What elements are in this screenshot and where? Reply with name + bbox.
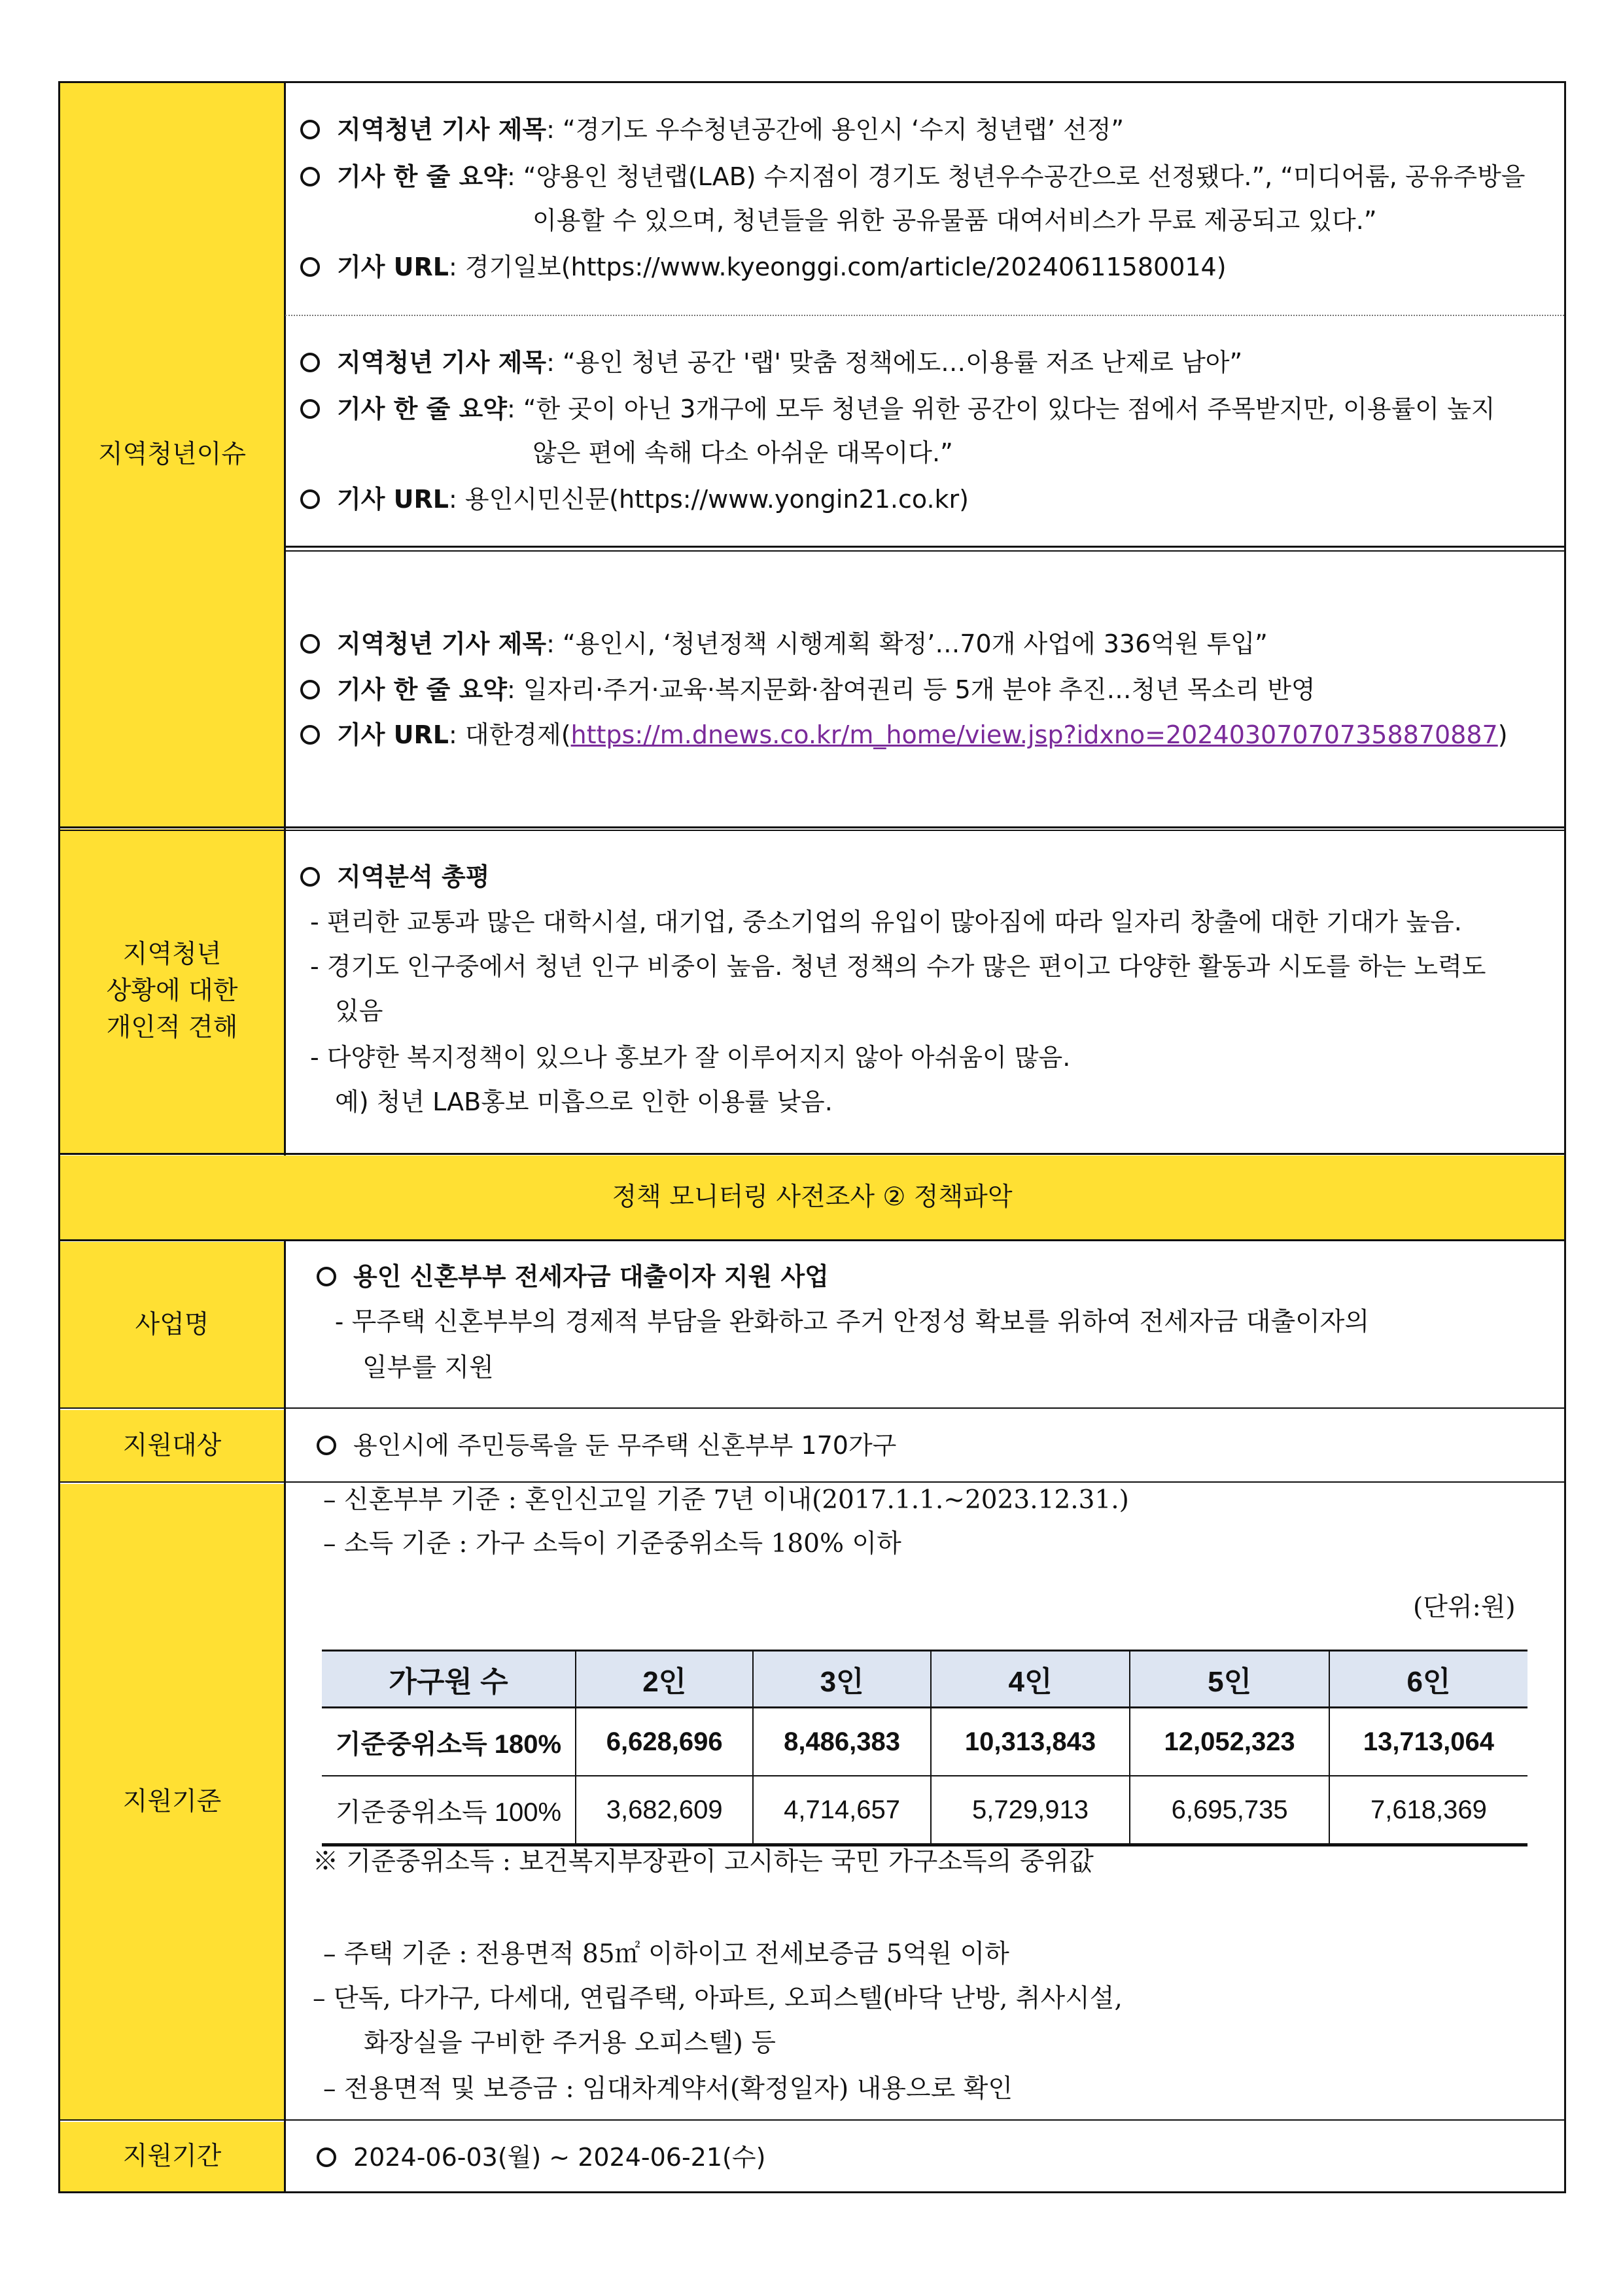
article-1-url: 기사 URL: 경기일보(https://www.kyeonggi.com/article/20240611580014) — [300, 251, 1227, 283]
article-2-summary-cont: 않은 편에 속해 다소 아쉬운 대목이다.” — [532, 438, 953, 467]
circle-bullet-icon — [300, 120, 320, 139]
table-header-cell: 3인 — [753, 1651, 930, 1708]
circle-bullet-icon — [300, 257, 320, 277]
table-cell: 6,628,696 — [576, 1708, 753, 1776]
circle-bullet-icon — [317, 1436, 336, 1455]
article-3-url-link[interactable]: https://m.dnews.co.kr/m_home/view.jsp?idxno=202403070707358870887 — [570, 720, 1498, 749]
opinion-label-cell — [60, 829, 284, 1153]
table-cell: 8,486,383 — [753, 1708, 930, 1776]
business-label: 사업명 — [135, 1309, 209, 1339]
section-title: 정책 모니터링 사전조사 ② 정책파악 — [612, 1182, 1013, 1212]
period-label: 지원기간 — [122, 2142, 222, 2171]
circle-bullet-icon — [300, 399, 320, 419]
article-3-title: 지역청년 기사 제목: “용인시, ‘청년정책 시행계획 확정’…70개 사업에 336억원 투입” — [300, 627, 1268, 660]
table-cell: 기준중위소득 100% — [322, 1776, 576, 1845]
table-header-cell: 2인 — [576, 1651, 753, 1708]
business-desc-1: - 무주택 신혼부부의 경제적 부담을 완화하고 주거 안정성 확보를 위하여 전세자금 대출이자의 — [335, 1307, 1370, 1337]
housing-line-1: – 주택 기준 : 전용면적 85㎡ 이하이고 전세보증금 5억원 이하 — [323, 1939, 1009, 1969]
circle-bullet-icon — [317, 1267, 336, 1286]
opinion-heading: 지역분석 총평 — [300, 860, 489, 893]
row-divider — [58, 1153, 1566, 1155]
opinion-line-3: 있음 — [335, 997, 383, 1025]
circle-bullet-icon — [300, 680, 320, 699]
row-divider — [58, 826, 1566, 828]
table-row — [322, 1708, 1527, 1776]
circle-bullet-icon — [300, 167, 320, 186]
article-2-title: 지역청년 기사 제목: “용인 청년 공간 '랩' 맞춤 정책에도…이용률 저조 난제로 남아” — [300, 346, 1242, 379]
row-divider — [58, 830, 1566, 831]
column-divider — [284, 1239, 286, 2193]
table-cell: 5,729,913 — [931, 1776, 1130, 1845]
table-cell: 기준중위소득 180% — [322, 1708, 576, 1776]
table-header-cell: 4인 — [931, 1651, 1130, 1708]
opinion-label-3: 개인적 견해 — [106, 1012, 238, 1042]
target-text: 용인시에 주민등록을 둔 무주택 신혼부부 170가구 — [317, 1429, 896, 1462]
article-1-title: 지역청년 기사 제목: “경기도 우수청년공간에 용인시 ‘수지 청년랩’ 선정” — [300, 113, 1124, 146]
issues-label: 지역청년이슈 — [97, 440, 247, 469]
table-header-cell: 5인 — [1130, 1651, 1329, 1708]
criteria-label: 지원기준 — [122, 1786, 222, 1816]
article-divider — [285, 315, 1564, 316]
opinion-line-2: - 경기도 인구중에서 청년 인구 비중이 높음. 청년 정책의 수가 많은 편이고 다양한 활동과 시도를 하는 노력도 — [310, 952, 1486, 981]
section-title-bar — [60, 1156, 1564, 1239]
article-2-url: 기사 URL: 용인시민신문(https://www.yongin21.co.kr) — [300, 483, 969, 516]
row-divider — [58, 1239, 1566, 1241]
housing-line-3: 화장실을 구비한 주거용 오피스텔) 등 — [364, 2028, 776, 2058]
article-1-summary-cont: 이용할 수 있으며, 청년들을 위한 공유물품 대여서비스가 무료 제공되고 있다.” — [532, 206, 1377, 235]
article-3-url: 기사 URL: 대한경제(https://m.dnews.co.kr/m_home/view.jsp?idxno=202403070707358870887) — [300, 718, 1508, 751]
opinion-label-2: 상황에 대한 — [106, 976, 238, 1006]
housing-line-4: – 전용면적 및 보증금 : 임대차계약서(확정일자) 내용으로 확인 — [323, 2074, 1013, 2104]
criteria-line-2: – 소득 기준 : 가구 소득이 기준중위소득 180% 이하 — [323, 1529, 901, 1559]
target-label-cell — [60, 1410, 284, 1481]
article-2-summary: 기사 한 줄 요약: “한 곳이 아닌 3개구에 모두 청년을 위한 공간이 있다는 점에서 주목받지만, 이용률이 높지 — [300, 393, 1495, 425]
opinion-line-1: - 편리한 교통과 많은 대학시설, 대기업, 중소기업의 유입이 많아짐에 따라 일자리 창출에 대한 기대가 높음. — [310, 908, 1462, 936]
opinion-line-4: - 다양한 복지정책이 있으나 홍보가 잘 이루어지지 않아 아쉬움이 많음. — [310, 1043, 1071, 1072]
column-divider — [284, 81, 286, 1156]
table-cell: 7,618,369 — [1329, 1776, 1527, 1845]
circle-bullet-icon — [300, 725, 320, 745]
opinion-label-1: 지역청년 — [122, 939, 222, 969]
table-cell: 4,714,657 — [753, 1776, 930, 1845]
row-divider — [58, 1407, 1566, 1409]
circle-bullet-icon — [300, 353, 320, 372]
row-divider — [58, 2119, 1566, 2121]
criteria-line-1: – 신혼부부 기준 : 혼인신고일 기준 7년 이내(2017.1.1.~2023.12.31.) — [323, 1485, 1129, 1515]
circle-bullet-icon — [300, 489, 320, 509]
table-cell: 13,713,064 — [1329, 1708, 1527, 1776]
issues-label-cell — [60, 83, 284, 826]
table-header-cell: 가구원 수 — [322, 1651, 576, 1708]
article-divider — [285, 550, 1564, 552]
table-header-cell: 6인 — [1329, 1651, 1527, 1708]
circle-bullet-icon — [300, 634, 320, 654]
business-label-cell — [60, 1242, 284, 1407]
business-desc-2: 일부를 지원 — [362, 1353, 494, 1383]
criteria-label-cell — [60, 1484, 284, 2119]
circle-bullet-icon — [317, 2147, 336, 2167]
table-row — [322, 1776, 1527, 1845]
unit-label: (단위:원) — [1413, 1593, 1516, 1622]
criteria-note: ※ 기준중위소득 : 보건복지부장관이 고시하는 국민 가구소득의 중위값 — [313, 1847, 1094, 1877]
opinion-line-5: 예) 청년 LAB홍보 미흡으로 인한 이용률 낮음. — [335, 1087, 833, 1116]
table-cell: 10,313,843 — [931, 1708, 1130, 1776]
article-3-summary: 기사 한 줄 요약: 일자리·주거·교육·복지문화·참여권리 등 5개 분야 추진…청년 목소리 반영 — [300, 673, 1316, 706]
table-cell: 12,052,323 — [1130, 1708, 1329, 1776]
table-cell: 3,682,609 — [576, 1776, 753, 1845]
article-1-summary: 기사 한 줄 요약: “양용인 청년랩(LAB) 수지점이 경기도 청년우수공간으로 선정됐다.”, “미디어룸, 공유주방을 — [300, 160, 1526, 193]
business-name: 용인 신혼부부 전세자금 대출이자 지원 사업 — [317, 1260, 829, 1293]
row-divider — [58, 1481, 1566, 1483]
income-table — [322, 1650, 1527, 1846]
target-label: 지원대상 — [122, 1430, 222, 1460]
period-text: 2024-06-03(월) ~ 2024-06-21(수) — [317, 2141, 765, 2174]
table-cell: 6,695,735 — [1130, 1776, 1329, 1845]
article-divider — [285, 546, 1564, 548]
circle-bullet-icon — [300, 867, 320, 887]
table-header-row — [322, 1651, 1527, 1708]
period-label-cell — [60, 2122, 284, 2191]
housing-line-2: – 단독, 다가구, 다세대, 연립주택, 아파트, 오피스텔(바닥 난방, 취사시설, — [313, 1984, 1123, 2013]
